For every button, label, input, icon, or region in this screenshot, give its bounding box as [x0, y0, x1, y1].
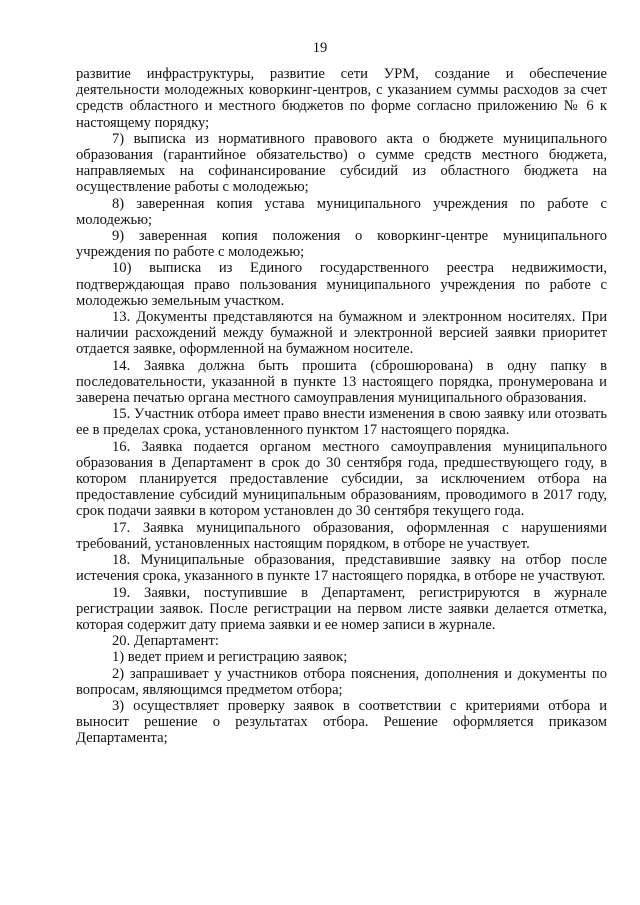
- subitem-1: 1) ведет прием и регистрацию заявок;: [112, 649, 348, 666]
- clause-20: 20. Департамент:: [112, 633, 219, 650]
- subitem-2: 2) запрашивает у участников отбора пояснения, дополнения и документы по вопросам, являющимся предметом отбора;: [76, 665, 607, 698]
- clause-19: 19. Заявки, поступившие в Департамент, регистрируются в журнале регистрации заявок. После регистрации на первом листе заявки делается отметка, которая содержит дату приема заявки и ее номер записи в журнале.: [76, 584, 607, 633]
- clause-15: 15. Участник отбора имеет право внести изменения в свою заявку или отозвать ее в пределах срока, установленного пунктом 17 настоящего порядка.: [76, 406, 607, 439]
- document-body: [76, 66, 607, 747]
- clause-16: 16. Заявка подается органом местного самоуправления муниципального образования в Департамент в срок до 30 сентября года, предшествующего году, в котором планируется предоставление субсидии, за исключением отбора на предоставление субсидий муниципальным образованиям, проводимого в 2017 году, срок подачи заявки в котором установлен до 30 сентября текущего года.: [76, 438, 607, 520]
- list-item-8: 8) заверенная копия устава муниципального учреждения по работе с молодежью;: [76, 195, 607, 228]
- list-item-7: 7) выписка из нормативного правового акта о бюджете муниципального образования (гарантийное обязательство) о сумме средств местного бюджета, направляемых на софинансирование субсидий из областного бюджета на осуществление работы с молодежью;: [76, 130, 607, 196]
- clause-18: 18. Муниципальные образования, представившие заявку на отбор после истечения срока, указанного в пункте 17 настоящего порядка, в отборе не участвуют.: [76, 552, 607, 585]
- paragraph-continuation: развитие инфраструктуры, развитие сети УРМ, создание и обеспечение деятельности молодежных коворкинг-центров, с указанием суммы расходов за счет средств областного и местного бюджетов по форме согласно приложению № 6 к настоящему порядку;: [76, 66, 607, 131]
- clause-14: 14. Заявка должна быть прошита (сброшюрована) в одну папку в последовательности, указанной в пункте 13 настоящего порядка, пронумерована и заверена печатью органа местного самоуправления муниципального образования.: [76, 357, 607, 407]
- subitem-3: 3) осуществляет проверку заявок в соответствии с критериями отбора и выносит решение о результатах отбора. Решение оформляется приказом Департамента;: [76, 697, 607, 747]
- page-number: 19: [312, 40, 328, 56]
- list-item-9: 9) заверенная копия положения о коворкинг-центре муниципального учреждения по работе с молодежью;: [76, 228, 607, 261]
- clause-13: 13. Документы представляются на бумажном и электронном носителях. При наличии расхождений между бумажной и электронной версией заявки приоритет отдается заявке, оформленной на бумажном носителе.: [76, 309, 607, 358]
- clause-17: 17. Заявка муниципального образования, оформленная с нарушениями требований, установленных настоящим порядком, в отборе не участвует.: [76, 519, 607, 552]
- list-item-10: 10) выписка из Единого государственного реестра недвижимости, подтверждающая право пользования муниципального учреждения по работе с молодежью земельным участком.: [76, 260, 607, 309]
